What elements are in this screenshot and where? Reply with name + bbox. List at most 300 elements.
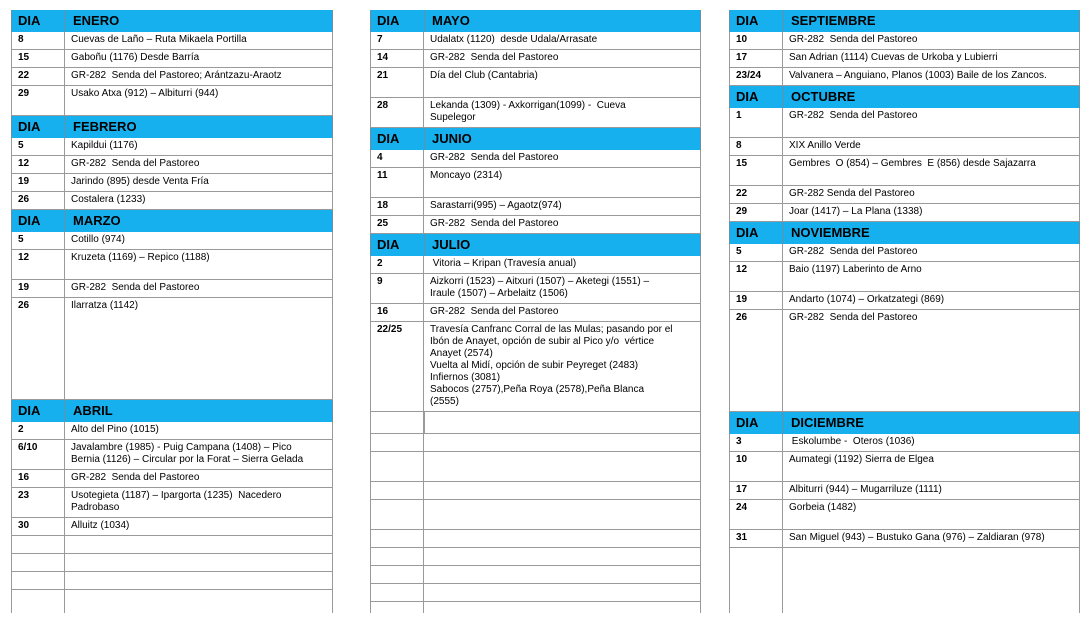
description-line: GR-282 Senda del Pastoreo — [430, 52, 559, 63]
month-name: DICIEMBRE — [783, 412, 1080, 434]
description-line — [789, 466, 1074, 478]
description-line: Andarto (1074) – Orkatzategi (869) — [789, 294, 945, 305]
description-line: Cuevas de Laño – Ruta Mikaela Portilla — [71, 34, 247, 45]
excursion-day: 19 — [11, 280, 65, 297]
description-line — [71, 264, 327, 276]
excursion-day: 17 — [729, 482, 783, 499]
description-line — [430, 436, 695, 448]
description-line: Anayet (2574) — [430, 348, 493, 359]
excursion-description — [783, 68, 1080, 85]
excursion-row — [729, 32, 1080, 50]
description-line: GR-282 Senda del Pastoreo — [789, 110, 918, 121]
description-line — [789, 122, 1074, 134]
excursion-description — [783, 32, 1080, 49]
description-line — [789, 324, 1074, 336]
month-header — [11, 400, 333, 422]
excursion-day — [370, 530, 424, 547]
description-line — [430, 568, 695, 580]
excursion-description — [65, 440, 333, 469]
excursion-day — [11, 554, 65, 571]
description-line — [789, 170, 1074, 182]
excursion-day: 7 — [370, 32, 424, 49]
description-line: Travesía Canfranc Corral de las Mulas; pasando por el — [430, 324, 673, 335]
excursion-day: 3 — [729, 434, 783, 451]
excursion-description — [65, 488, 333, 517]
description-line: Vuelta al Midí, opción de subir Peyreget (2483) — [430, 360, 639, 371]
dia-label: DIA — [370, 234, 424, 256]
excursion-row — [11, 174, 333, 192]
excursion-day: 26 — [11, 192, 65, 209]
excursion-row — [729, 500, 1080, 530]
description-line: Usotegieta (1187) – Ipargorta (1235) Nacedero — [71, 490, 282, 501]
excursion-row — [11, 470, 333, 488]
excursion-description — [65, 232, 333, 249]
month-name — [424, 412, 701, 433]
filler-day-cell — [11, 590, 65, 613]
excursion-description — [65, 68, 333, 85]
description-line — [430, 484, 695, 496]
excursion-day: 12 — [11, 156, 65, 173]
month-name: FEBRERO — [65, 116, 333, 138]
filler-text-cell — [424, 602, 701, 613]
excursion-description — [65, 138, 333, 155]
description-line — [430, 82, 695, 94]
column-filler — [729, 548, 1080, 613]
description-line — [71, 324, 327, 336]
excursion-day: 5 — [11, 232, 65, 249]
description-line: San Miguel (943) – Bustuko Gana (976) – Zaldiaran (978) — [789, 532, 1045, 543]
excursion-row — [370, 150, 701, 168]
excursion-description — [65, 470, 333, 487]
excursion-description — [65, 554, 333, 571]
excursion-day — [370, 434, 424, 451]
dia-label: DIA — [11, 10, 65, 32]
description-line: Día del Club (Cantabria) — [430, 70, 538, 81]
dia-label: DIA — [11, 210, 65, 232]
excursion-row — [370, 322, 701, 412]
excursion-description — [65, 192, 333, 209]
excursion-row — [11, 68, 333, 86]
month-header — [370, 412, 701, 434]
excursion-row — [11, 280, 333, 298]
description-line: GR-282 Senda del Pastoreo — [71, 472, 200, 483]
excursion-description — [424, 68, 701, 97]
dia-label: DIA — [729, 86, 783, 108]
excursion-day: 6/10 — [11, 440, 65, 469]
description-line: Gembres O (854) – Gembres E (856) desde Sajazarra — [789, 158, 1036, 169]
excursion-day — [370, 566, 424, 583]
excursion-description — [65, 518, 333, 535]
dia-label: DIA — [729, 10, 783, 32]
excursion-description — [424, 566, 701, 583]
description-line — [430, 454, 695, 466]
excursion-row — [729, 68, 1080, 86]
excursion-day: 4 — [370, 150, 424, 167]
calendar-column-2 — [370, 10, 701, 613]
excursion-description — [65, 174, 333, 191]
excursion-row — [729, 244, 1080, 262]
description-line: Bernia (1126) – Circular por la Forat – Sierra Gelada — [71, 454, 304, 465]
excursion-day: 21 — [370, 68, 424, 97]
description-line: Costalera (1233) — [71, 194, 146, 205]
excursion-row — [729, 262, 1080, 292]
excursion-description — [783, 108, 1080, 137]
description-line — [789, 396, 1074, 408]
description-line — [430, 550, 695, 562]
excursion-description — [783, 156, 1080, 185]
excursion-description — [783, 452, 1080, 481]
excursion-day: 19 — [11, 174, 65, 191]
filler-day-cell — [729, 548, 783, 613]
description-line: GR-282 Senda del Pastoreo — [430, 306, 559, 317]
excursion-description — [65, 250, 333, 279]
excursion-day: 10 — [729, 452, 783, 481]
description-line — [789, 384, 1074, 396]
column-filler — [370, 602, 701, 613]
month-header — [729, 86, 1080, 108]
description-line — [430, 586, 695, 598]
description-line — [71, 556, 327, 568]
excursion-row — [11, 298, 333, 400]
description-line — [789, 336, 1074, 348]
excursion-day: 12 — [729, 262, 783, 291]
description-line — [789, 372, 1074, 384]
description-line: Kruzeta (1169) – Repico (1188) — [71, 252, 210, 263]
description-line — [789, 348, 1074, 360]
excursion-day: 5 — [729, 244, 783, 261]
excursion-day: 30 — [11, 518, 65, 535]
excursion-row — [370, 168, 701, 198]
description-line: Gorbeia (1482) — [789, 502, 857, 513]
excursion-row — [370, 198, 701, 216]
excursion-day: 29 — [729, 204, 783, 221]
excursion-day: 8 — [11, 32, 65, 49]
excursion-row — [11, 554, 333, 572]
description-line: GR-282 Senda del Pastoreo; Arántzazu-Araotz — [71, 70, 282, 81]
excursion-row — [729, 530, 1080, 548]
excursion-day: 22 — [11, 68, 65, 85]
excursion-day: 18 — [370, 198, 424, 215]
description-line — [430, 532, 695, 544]
excursion-row — [370, 32, 701, 50]
excursion-description — [783, 186, 1080, 203]
description-line — [71, 336, 327, 348]
excursion-row — [370, 98, 701, 128]
excursion-row — [370, 434, 701, 452]
excursion-day: 24 — [729, 500, 783, 529]
excursion-description — [424, 500, 701, 529]
description-line: Udalatx (1120) desde Udala/Arrasate — [430, 34, 598, 45]
excursion-description — [65, 50, 333, 67]
description-line — [71, 384, 327, 396]
description-line: Ilarratza (1142) — [71, 300, 139, 311]
description-line — [789, 514, 1074, 526]
excursion-description — [424, 548, 701, 565]
excursion-description — [424, 256, 701, 273]
excursion-description — [783, 530, 1080, 547]
description-line: Padrobaso — [71, 502, 120, 513]
excursion-description — [424, 168, 701, 197]
excursion-day: 2 — [11, 422, 65, 439]
excursion-row — [729, 292, 1080, 310]
description-line: Cotillo (974) — [71, 234, 125, 245]
excursion-description — [424, 482, 701, 499]
excursion-row — [370, 50, 701, 68]
month-header — [11, 210, 333, 232]
excursion-row — [11, 572, 333, 590]
excursion-row — [11, 86, 333, 116]
excursion-day: 31 — [729, 530, 783, 547]
excursion-row — [370, 566, 701, 584]
excursion-description — [424, 274, 701, 303]
month-header — [729, 10, 1080, 32]
description-line: GR-282 Senda del Pastoreo — [789, 312, 918, 323]
excursion-description — [783, 434, 1080, 451]
excursion-description — [424, 434, 701, 451]
excursion-day: 26 — [729, 310, 783, 411]
description-line — [789, 360, 1074, 372]
description-line — [71, 348, 327, 360]
excursion-row — [370, 274, 701, 304]
excursion-day: 16 — [11, 470, 65, 487]
excursion-day: 23 — [11, 488, 65, 517]
month-name: NOVIEMBRE — [783, 222, 1080, 244]
filler-text-cell — [65, 590, 333, 613]
excursion-row — [370, 304, 701, 322]
excursion-day: 26 — [11, 298, 65, 399]
dia-label: DIA — [729, 222, 783, 244]
excursion-description — [424, 32, 701, 49]
excursion-row — [11, 50, 333, 68]
description-line: XIX Anillo Verde — [789, 140, 861, 151]
excursion-description — [424, 584, 701, 601]
excursion-day: 12 — [11, 250, 65, 279]
dia-label: DIA — [370, 10, 424, 32]
column-filler — [11, 590, 333, 613]
excursion-description — [424, 50, 701, 67]
calendar-column-3 — [729, 10, 1080, 613]
excursion-row — [729, 186, 1080, 204]
month-header — [370, 234, 701, 256]
excursion-row — [11, 156, 333, 174]
description-line: Alluitz (1034) — [71, 520, 130, 531]
description-line: GR-282 Senda del Pastoreo — [430, 152, 559, 163]
month-header — [11, 10, 333, 32]
excursion-row — [370, 216, 701, 234]
excursion-row — [729, 452, 1080, 482]
description-line: (2555) — [430, 396, 459, 407]
excursion-description — [783, 500, 1080, 529]
excursion-row — [370, 530, 701, 548]
excursion-row — [11, 32, 333, 50]
excursion-row — [729, 310, 1080, 412]
description-line: GR-282 Senda del Pastoreo — [430, 218, 559, 229]
description-line: Albiturri (944) – Mugarriluze (1111) — [789, 484, 942, 495]
description-line — [71, 372, 327, 384]
filler-text-cell — [783, 548, 1080, 613]
excursion-row — [729, 108, 1080, 138]
description-line — [430, 466, 695, 478]
description-line — [71, 312, 327, 324]
description-line: Javalambre (1985) - Puig Campana (1408) – Pico — [71, 442, 292, 453]
description-line — [430, 514, 695, 526]
excursion-description — [424, 216, 701, 233]
excursion-day: 15 — [11, 50, 65, 67]
excursion-row — [729, 156, 1080, 186]
excursion-day: 2 — [370, 256, 424, 273]
excursion-description — [424, 198, 701, 215]
excursion-day: 10 — [729, 32, 783, 49]
excursion-day: 29 — [11, 86, 65, 115]
excursion-description — [424, 530, 701, 547]
description-line: Joar (1417) – La Plana (1338) — [789, 206, 923, 217]
excursion-description — [65, 280, 333, 297]
month-name: JULIO — [424, 234, 701, 256]
dia-label: DIA — [370, 128, 424, 150]
excursion-row — [370, 68, 701, 98]
description-line — [71, 100, 327, 112]
excursion-row — [11, 422, 333, 440]
description-line: GR-282 Senda del Pastoreo — [789, 188, 915, 199]
excursion-description — [783, 138, 1080, 155]
excursion-day — [370, 500, 424, 529]
excursion-row — [370, 256, 701, 274]
description-line — [430, 502, 695, 514]
excursion-day: 19 — [729, 292, 783, 309]
excursion-day: 8 — [729, 138, 783, 155]
description-line: San Adrian (1114) Cuevas de Urkoba y Lubierri — [789, 52, 998, 63]
excursion-day: 16 — [370, 304, 424, 321]
excursion-row — [11, 138, 333, 156]
description-line — [789, 276, 1074, 288]
excursion-row — [11, 440, 333, 470]
excursion-description — [783, 310, 1080, 411]
excursion-description — [783, 50, 1080, 67]
excursion-row — [370, 482, 701, 500]
description-line: Iraule (1507) – Arbelaitz (1506) — [430, 288, 568, 299]
dia-label: DIA — [11, 116, 65, 138]
month-header — [729, 222, 1080, 244]
excursion-description — [783, 482, 1080, 499]
excursion-day: 15 — [729, 156, 783, 185]
excursion-row — [11, 488, 333, 518]
month-header — [370, 128, 701, 150]
excursion-day: 22/25 — [370, 322, 424, 411]
excursion-description — [424, 98, 701, 127]
description-line: Lekanda (1309) - Axkorrigan(1099) - Cueva — [430, 100, 626, 111]
dia-label: DIA — [11, 400, 65, 422]
excursion-day: 17 — [729, 50, 783, 67]
excursion-day: 9 — [370, 274, 424, 303]
excursion-description — [65, 422, 333, 439]
excursion-day: 11 — [370, 168, 424, 197]
excursion-description — [65, 572, 333, 589]
description-line: Usako Atxa (912) – Albiturri (944) — [71, 88, 219, 99]
excursion-day: 14 — [370, 50, 424, 67]
excursion-day — [370, 452, 424, 481]
excursion-description — [424, 150, 701, 167]
excursion-day: 25 — [370, 216, 424, 233]
dia-label: DIA — [729, 412, 783, 434]
month-name: ABRIL — [65, 400, 333, 422]
excursion-description — [783, 292, 1080, 309]
excursion-day — [370, 548, 424, 565]
description-line: Infiernos (3081) — [430, 372, 501, 383]
description-line: Sarastarri(995) – Agaotz(974) — [430, 200, 562, 211]
description-line: Supelegor — [430, 112, 476, 123]
excursion-day — [370, 584, 424, 601]
excursion-day: 22 — [729, 186, 783, 203]
description-line: Vitoria – Kripan (Travesía anual) — [430, 258, 577, 269]
month-header — [11, 116, 333, 138]
month-header — [370, 10, 701, 32]
excursion-row — [370, 584, 701, 602]
month-name: MARZO — [65, 210, 333, 232]
description-line: Valvanera – Anguiano, Planos (1003) Baile de los Zancos. — [789, 70, 1047, 81]
excursion-row — [729, 204, 1080, 222]
excursion-row — [729, 50, 1080, 68]
excursion-description — [65, 32, 333, 49]
excursion-day: 1 — [729, 108, 783, 137]
calendar-column-1 — [11, 10, 333, 613]
description-line: GR-282 Senda del Pastoreo — [71, 282, 200, 293]
month-name: OCTUBRE — [783, 86, 1080, 108]
description-line: Kapildui (1176) — [71, 140, 138, 151]
excursion-description — [424, 452, 701, 481]
month-name: ENERO — [65, 10, 333, 32]
description-line: Sabocos (2757),Peña Roya (2578),Peña Blanca — [430, 384, 645, 395]
excursion-description — [65, 86, 333, 115]
month-name: SEPTIEMBRE — [783, 10, 1080, 32]
excursion-row — [11, 536, 333, 554]
month-name: JUNIO — [424, 128, 701, 150]
description-line — [71, 360, 327, 372]
excursion-day — [11, 536, 65, 553]
description-line: GR-282 Senda del Pastoreo — [71, 158, 200, 169]
description-line: Moncayo (2314) — [430, 170, 503, 181]
excursion-row — [370, 500, 701, 530]
filler-day-cell — [370, 602, 424, 613]
description-line: Alto del Pino (1015) — [71, 424, 159, 435]
description-line — [430, 182, 695, 194]
excursion-row — [729, 138, 1080, 156]
description-line — [71, 574, 327, 586]
description-line: Eskolumbe - Oteros (1036) — [789, 436, 915, 447]
excursion-row — [370, 452, 701, 482]
excursion-row — [729, 434, 1080, 452]
excursion-day: 23/24 — [729, 68, 783, 85]
excursion-description — [424, 322, 701, 411]
excursion-row — [370, 548, 701, 566]
excursion-row — [11, 518, 333, 536]
excursion-day — [11, 572, 65, 589]
excursion-description — [783, 204, 1080, 221]
excursion-row — [11, 250, 333, 280]
excursion-row — [11, 192, 333, 210]
excursion-description — [65, 298, 333, 399]
month-header — [729, 412, 1080, 434]
excursion-description — [65, 536, 333, 553]
excursion-description — [65, 156, 333, 173]
excursion-row — [11, 232, 333, 250]
description-line: Jarindo (895) desde Venta Fría — [71, 176, 209, 187]
excursion-description — [783, 244, 1080, 261]
excursion-row — [729, 482, 1080, 500]
description-line: Gaboñu (1176) Desde Barría — [71, 52, 200, 63]
description-line: Aizkorri (1523) – Aitxuri (1507) – Aketegi (1551) – — [430, 276, 649, 287]
description-line: GR-282 Senda del Pastoreo — [789, 246, 918, 257]
description-line: Baio (1197) Laberinto de Arno — [789, 264, 922, 275]
